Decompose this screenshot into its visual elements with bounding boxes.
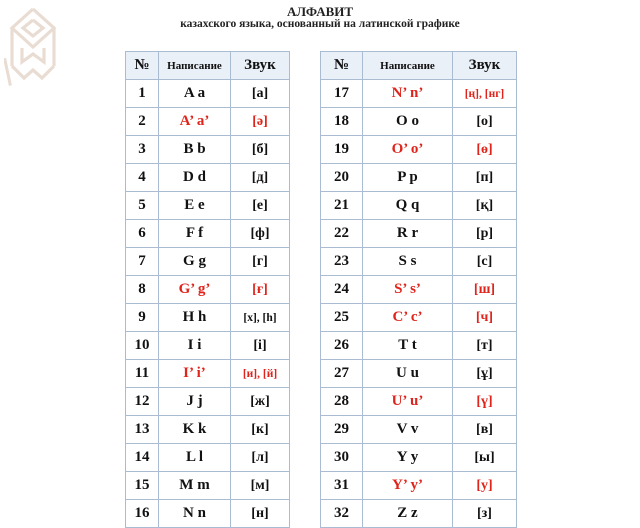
cell-letter: K k [159,416,231,444]
table-row [321,416,517,444]
cell-letter: S s [363,248,453,276]
table-row [126,220,290,248]
cell-number: 8 [126,276,159,304]
cell-sound: [б] [231,136,290,164]
cell-sound: [ң], [нг] [453,80,517,108]
cell-sound: [г] [231,248,290,276]
cell-sound: [д] [231,164,290,192]
cell-number: 25 [321,304,363,332]
cell-number: 31 [321,472,363,500]
cell-number: 32 [321,500,363,528]
column-header-sound: Звук [453,52,517,80]
table-row [321,164,517,192]
table-row [126,80,290,108]
column-header-sound: Звук [231,52,290,80]
cell-sound: [і] [231,332,290,360]
cell-number: 5 [126,192,159,220]
table-row [126,500,290,528]
cell-letter: O’ o’ [363,136,453,164]
cell-sound: [о] [453,108,517,136]
cell-letter: S’ s’ [363,276,453,304]
cell-letter: T t [363,332,453,360]
cell-letter: R r [363,220,453,248]
table-row [321,248,517,276]
table-row [126,444,290,472]
cell-number: 26 [321,332,363,360]
cell-letter: M m [159,472,231,500]
cell-letter: H h [159,304,231,332]
cell-sound: [р] [453,220,517,248]
cell-letter: U u [363,360,453,388]
cell-sound: [н] [231,500,290,528]
cell-letter: Z z [363,500,453,528]
cell-number: 18 [321,108,363,136]
table-row [126,304,290,332]
cell-sound: [п] [453,164,517,192]
cell-letter: L l [159,444,231,472]
table-row [126,136,290,164]
table-row [321,444,517,472]
cell-letter: N’ n’ [363,80,453,108]
cell-sound: [з] [453,500,517,528]
cell-sound: [ч] [453,304,517,332]
cell-letter: D d [159,164,231,192]
cell-letter: P p [363,164,453,192]
cell-sound: [ш] [453,276,517,304]
cell-letter: Q q [363,192,453,220]
table-row [321,388,517,416]
cell-sound: [ө] [453,136,517,164]
cell-letter: G g [159,248,231,276]
cell-number: 15 [126,472,159,500]
table-row [321,136,517,164]
cell-letter: Y y [363,444,453,472]
table-row [126,332,290,360]
cell-sound: [ф] [231,220,290,248]
cell-letter: O o [363,108,453,136]
cell-letter: B b [159,136,231,164]
cell-sound: [е] [231,192,290,220]
cell-letter: V v [363,416,453,444]
cell-sound: [к] [231,416,290,444]
cell-number: 9 [126,304,159,332]
table-row [126,108,290,136]
cell-number: 10 [126,332,159,360]
table-row [126,472,290,500]
cell-number: 20 [321,164,363,192]
cell-number: 28 [321,388,363,416]
cell-number: 16 [126,500,159,528]
column-header-spelling: Написание [363,52,453,80]
cell-number: 7 [126,248,159,276]
cell-sound: [т] [453,332,517,360]
cell-number: 3 [126,136,159,164]
table-header-row [126,52,290,80]
cell-number: 17 [321,80,363,108]
cell-number: 19 [321,136,363,164]
table-row [126,192,290,220]
cell-letter: I i [159,332,231,360]
table-row [321,192,517,220]
table-row [126,248,290,276]
table-row [126,388,290,416]
cell-sound: [ү] [453,388,517,416]
cell-sound: [м] [231,472,290,500]
cell-sound: [ж] [231,388,290,416]
cell-number: 23 [321,248,363,276]
table-row [321,472,517,500]
column-header-number: № [126,52,159,80]
cell-letter: F f [159,220,231,248]
table-row [126,164,290,192]
table-row [321,332,517,360]
cell-number: 11 [126,360,159,388]
table-row [126,360,290,388]
cell-letter: Y’ y’ [363,472,453,500]
cell-sound: [в] [453,416,517,444]
cell-number: 22 [321,220,363,248]
table-row [321,108,517,136]
table-row [321,220,517,248]
cell-letter: U’ u’ [363,388,453,416]
cell-letter: E e [159,192,231,220]
cell-sound: [с] [453,248,517,276]
cell-letter: J j [159,388,231,416]
cell-letter: C’ c’ [363,304,453,332]
table-row [321,276,517,304]
column-header-number: № [321,52,363,80]
cell-number: 13 [126,416,159,444]
cell-sound: [қ] [453,192,517,220]
cell-number: 1 [126,80,159,108]
alphabet-table-right [320,51,517,528]
cell-number: 27 [321,360,363,388]
cell-sound: [ы] [453,444,517,472]
cell-number: 4 [126,164,159,192]
table-header-row [321,52,517,80]
cell-sound: [ə] [231,108,290,136]
cell-number: 6 [126,220,159,248]
cell-letter: G’ g’ [159,276,231,304]
cell-sound: [у] [453,472,517,500]
cell-number: 12 [126,388,159,416]
table-row [126,416,290,444]
table-row [321,80,517,108]
cell-letter: A a [159,80,231,108]
cell-letter: I’ i’ [159,360,231,388]
page-title: АЛФАВИТ [286,4,354,19]
cell-number: 14 [126,444,159,472]
cell-sound: [и], [й] [231,360,290,388]
column-header-spelling: Написание [159,52,231,80]
cell-sound: [ғ] [231,276,290,304]
cell-letter: A’ a’ [159,108,231,136]
cell-sound: [л] [231,444,290,472]
cell-sound: [х], [h] [231,304,290,332]
cell-sound: [а] [231,80,290,108]
cell-number: 24 [321,276,363,304]
alphabet-table-left [125,51,290,528]
cell-number: 30 [321,444,363,472]
cell-number: 2 [126,108,159,136]
table-row [126,276,290,304]
table-row [321,304,517,332]
cell-number: 29 [321,416,363,444]
cell-letter: N n [159,500,231,528]
table-row [321,360,517,388]
page-subtitle: казахского языка, основанный на латинской графике [180,18,460,30]
table-row [321,500,517,528]
cell-sound: [ұ] [453,360,517,388]
cell-number: 21 [321,192,363,220]
